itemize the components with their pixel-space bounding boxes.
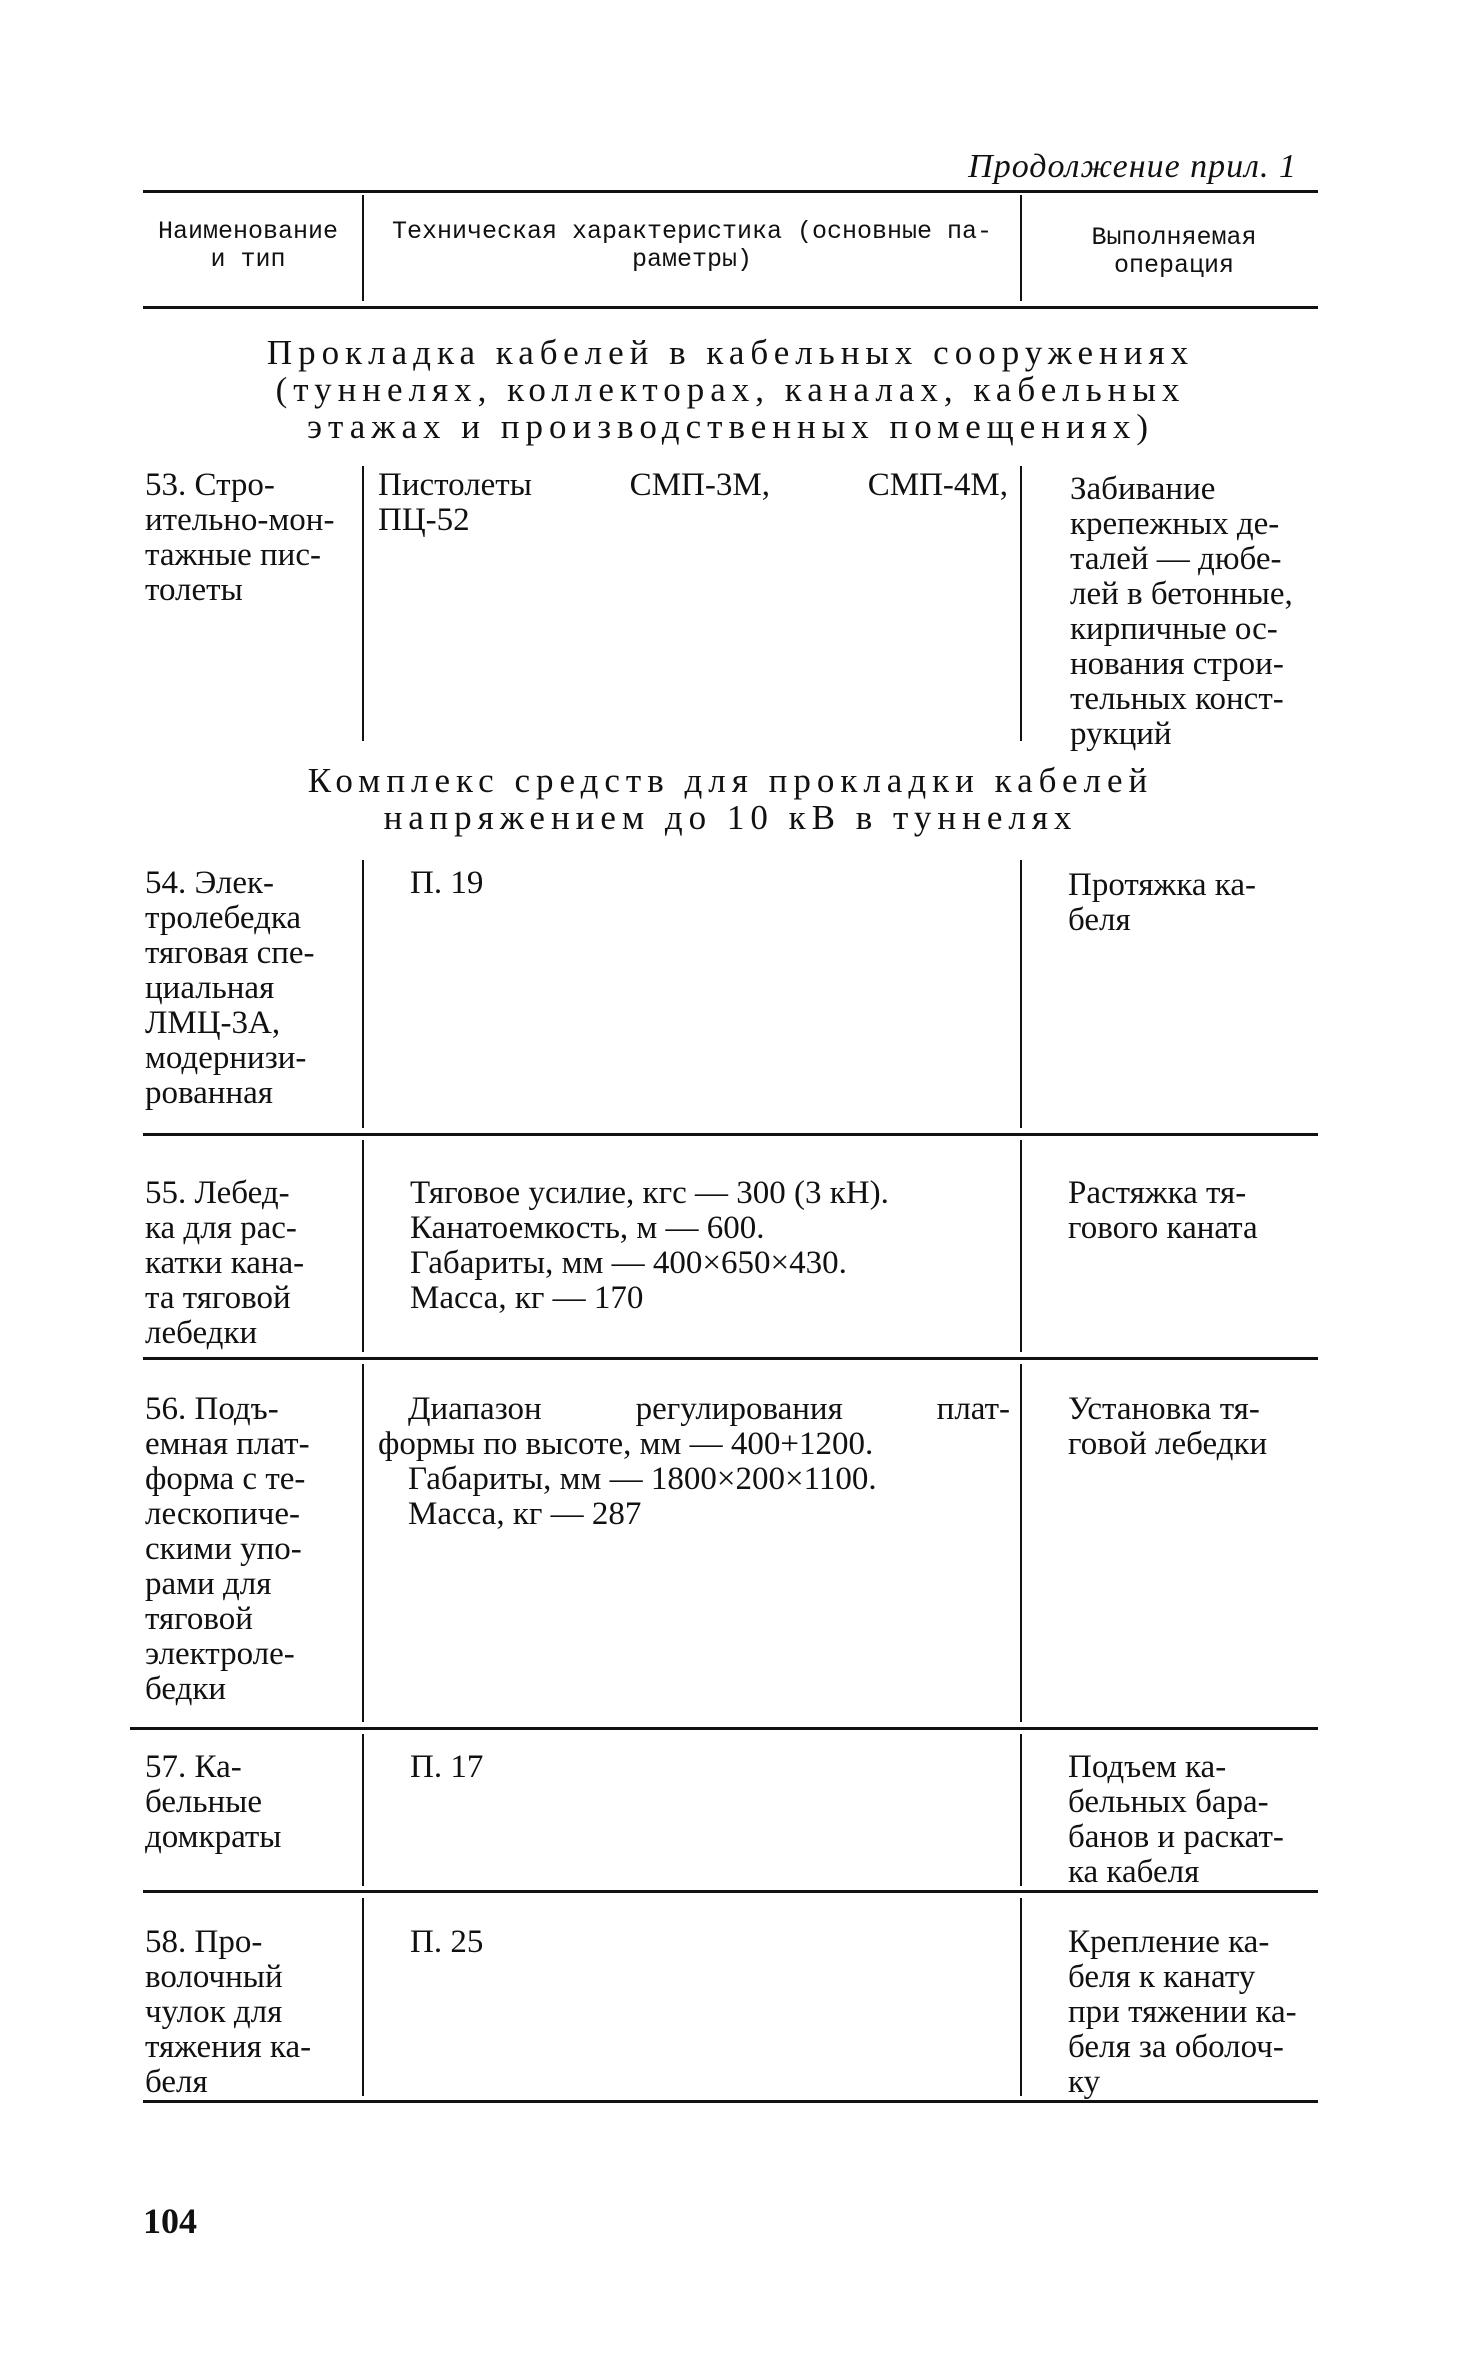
header-col-name: [143, 218, 353, 274]
row-53-divider-1: [362, 466, 364, 741]
row-57-op-line: бельных бара-: [1068, 1784, 1269, 1820]
row-56-spec-line: формы по высоте, мм — 400+1200.: [378, 1426, 874, 1462]
row-56-name-line: лескопиче-: [145, 1496, 300, 1532]
row-54-op-line: беля: [1068, 902, 1131, 938]
section-heading-2: [143, 762, 1318, 836]
row-58-name: [145, 1925, 350, 2100]
row-54-spec-line: П. 19: [410, 865, 484, 901]
row-58-name-line: беля: [145, 2064, 208, 2100]
row-55-operation: [1068, 1176, 1318, 1246]
row-55-bottom-rule: [143, 1357, 1318, 1360]
row-55-divider-1: [362, 1140, 364, 1352]
row-53-op-line: лей в бетонные,: [1070, 576, 1293, 612]
row-57-name-line: 57. Ка-: [145, 1749, 242, 1785]
row-54-name: [145, 866, 350, 1111]
row-56-spec-line: Масса, кг — 287: [408, 1496, 642, 1532]
row-57-op-line: банов и раскат-: [1068, 1819, 1284, 1855]
row-53-op-line: тельных конст-: [1070, 681, 1284, 717]
row-54-name-line: циальная: [145, 970, 275, 1006]
row-55-divider-2: [1020, 1140, 1022, 1352]
row-54-bottom-rule: [143, 1133, 1318, 1136]
row-56-bottom-rule: [130, 1727, 1318, 1730]
header-col-spec: [372, 218, 1012, 274]
row-57-operation: [1068, 1750, 1318, 1890]
row-58-name-line: тяжения ка-: [145, 2029, 312, 2065]
row-53-name-line: ительно-мон-: [145, 502, 335, 538]
row-54-spec: [410, 866, 483, 901]
row-55-spec-line: Масса, кг — 170: [410, 1280, 644, 1316]
row-55-spec-line: Габариты, мм — 400×650×430.: [410, 1245, 847, 1281]
row-56-name-line: тяговой: [145, 1601, 253, 1637]
row-54-name-line: рованная: [145, 1075, 273, 1111]
row-54-operation: [1068, 868, 1318, 938]
row-53-name: [145, 468, 350, 608]
row-57-spec-line: П. 17: [410, 1749, 484, 1785]
row-55-spec-line: Канатоемкость, м — 600.: [410, 1210, 765, 1246]
row-55-name-line: катки кана-: [145, 1245, 305, 1281]
row-53-spec-line: ПЦ-52: [378, 502, 470, 538]
row-57-name-line: бельные: [145, 1784, 262, 1820]
header-bottom-rule: [143, 306, 1318, 309]
row-57-divider-1: [362, 1734, 364, 1886]
row-53-op-line: кирпичные ос-: [1070, 611, 1278, 647]
row-56-name-line: форма с те-: [145, 1461, 306, 1497]
header-col-name-line2: и тип: [210, 245, 286, 274]
row-56-spec-line: Габариты, мм — 1800×200×1100.: [408, 1461, 877, 1497]
row-54-divider-1: [362, 860, 364, 1128]
row-58-op-line: ку: [1068, 2064, 1101, 2100]
row-53-name-line: тажные пис-: [145, 537, 321, 573]
row-54-op-line: Протяжка ка-: [1068, 867, 1256, 903]
header-top-rule: [143, 190, 1318, 193]
row-58-divider-1: [362, 1898, 364, 2096]
row-58-spec-line: П. 25: [410, 1924, 484, 1960]
row-56-op-line: говой лебедки: [1068, 1426, 1268, 1462]
row-58-op-line: при тяжении ка-: [1068, 1994, 1297, 2030]
row-57-op-line: ка кабеля: [1068, 1854, 1200, 1890]
header-divider-2: [1020, 195, 1022, 301]
header-col-op-line2: операция: [1113, 251, 1235, 280]
table-bottom-rule: [143, 2100, 1318, 2103]
row-55-name-line: ка для рас-: [145, 1210, 297, 1246]
row-56-name-line: емная плат-: [145, 1426, 310, 1462]
row-53-op-line: нования строи-: [1070, 646, 1284, 682]
row-53-op-line: талей — дюбе-: [1070, 541, 1282, 577]
row-53-op-line: Забивание: [1070, 471, 1216, 507]
row-54-name-line: тяговая спе-: [145, 935, 315, 971]
row-56-spec-line: Диапазон регулирования плат-: [408, 1391, 1010, 1427]
row-53-spec: [378, 468, 1008, 538]
row-56-spec: [378, 1391, 1010, 1532]
row-58-name-line: чулок для: [145, 1994, 283, 2030]
continuation-label: Продолжение прил. 1: [968, 148, 1297, 185]
row-54-name-line: ЛМЦ-3А,: [145, 1005, 281, 1041]
row-56-name-line: 56. Подъ-: [145, 1391, 279, 1427]
row-58-spec: [410, 1925, 483, 1960]
row-54-name-line: модернизи-: [145, 1040, 307, 1076]
row-56-operation: [1068, 1392, 1318, 1462]
row-53-op-line: крепежных де-: [1070, 506, 1280, 542]
section-heading-2-line1: Комплекс средств для прокладки кабелей: [307, 761, 1154, 800]
row-55-spec: [410, 1176, 889, 1316]
row-55-name-line: лебедки: [145, 1315, 258, 1351]
header-col-spec-line1: Техническая характеристика (основные па-: [391, 217, 993, 246]
header-col-op-line1: Выполняемая: [1091, 223, 1257, 252]
row-56-name-line: бедки: [145, 1671, 227, 1707]
row-54-name-line: тролебедка: [145, 900, 302, 936]
row-58-name-line: 58. Про-: [145, 1924, 263, 1960]
page-number: 104: [143, 2201, 197, 2241]
row-56-op-line: Установка тя-: [1068, 1391, 1260, 1427]
row-53-op-line: рукций: [1070, 716, 1172, 752]
row-58-operation: [1068, 1925, 1318, 2100]
row-57-bottom-rule: [143, 1890, 1318, 1893]
header-divider-1: [362, 195, 364, 301]
row-55-op-line: Растяжка тя-: [1068, 1175, 1247, 1211]
section-heading-1: [143, 334, 1318, 445]
row-56-name-line: электроле-: [145, 1636, 295, 1672]
row-57-name: [145, 1750, 350, 1855]
row-55-name-line: 55. Лебед-: [145, 1175, 290, 1211]
row-56-divider-2: [1020, 1364, 1022, 1722]
row-58-op-line: беля к канату: [1068, 1959, 1256, 1995]
row-53-name-line: толеты: [145, 572, 243, 608]
row-55-op-line: гового каната: [1068, 1210, 1258, 1246]
row-56-name: [145, 1392, 350, 1707]
section-heading-2-line2: напряжением до 10 кВ в туннелях: [383, 798, 1078, 837]
row-55-spec-line: Тяговое усилие, кгс — 300 (3 кН).: [410, 1175, 889, 1211]
row-56-name-line: рами для: [145, 1566, 272, 1602]
row-58-divider-2: [1020, 1898, 1022, 2096]
row-53-divider-2: [1020, 466, 1022, 741]
row-54-name-line: 54. Элек-: [145, 865, 274, 901]
header-col-spec-line2: раметры): [631, 245, 753, 274]
row-53-operation: [1070, 472, 1318, 752]
row-56-divider-1: [362, 1364, 364, 1722]
row-58-op-line: Крепление ка-: [1068, 1924, 1270, 1960]
row-57-name-line: домкраты: [145, 1819, 282, 1855]
header-col-name-line1: Наименование: [157, 217, 339, 246]
row-57-spec: [410, 1750, 483, 1785]
row-58-op-line: беля за оболоч-: [1068, 2029, 1284, 2065]
row-55-name: [145, 1176, 350, 1351]
row-53-spec-line: Пистолеты СМП-3М, СМП-4М,: [378, 467, 1008, 503]
row-56-name-line: скими упо-: [145, 1531, 302, 1567]
row-58-name-line: волочный: [145, 1959, 283, 1995]
row-57-divider-2: [1020, 1734, 1022, 1886]
row-53-name-line: 53. Стро-: [145, 467, 275, 503]
row-54-divider-2: [1020, 860, 1022, 1128]
header-col-op: [1030, 224, 1318, 280]
row-57-op-line: Подъем ка-: [1068, 1749, 1227, 1785]
row-55-name-line: та тяговой: [145, 1280, 291, 1316]
section-heading-1-line3: этажах и производственных помещениях): [307, 407, 1154, 446]
section-heading-1-line2: (туннелях, коллекторах, каналах, кабельных: [275, 370, 1186, 409]
section-heading-1-line1: Прокладка кабелей в кабельных сооружениях: [266, 333, 1195, 372]
